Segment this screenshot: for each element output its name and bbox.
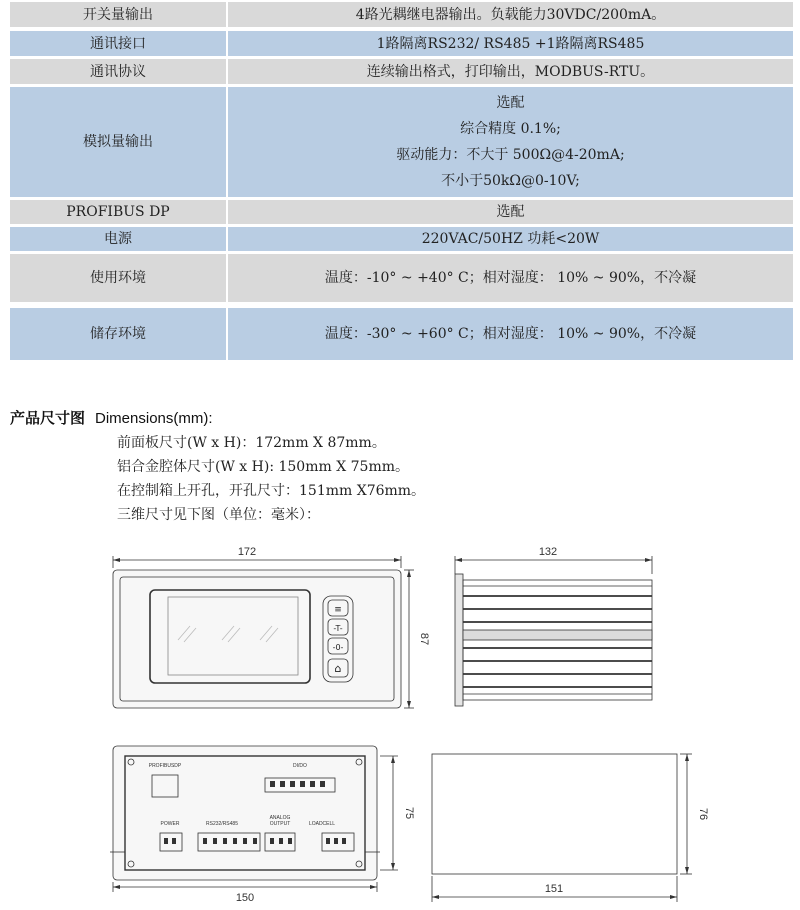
- spec-label: PROFIBUS DP: [10, 200, 226, 224]
- menu-icon: ≡: [334, 605, 342, 615]
- dimension-line: 三维尺寸见下图（单位：毫米）：: [117, 507, 320, 523]
- spec-value: 选配: [228, 200, 793, 224]
- home-icon: ⌂: [334, 662, 342, 675]
- front-width-label: 172: [237, 546, 257, 558]
- side-depth-label: 132: [538, 546, 558, 558]
- spec-value: 220VAC/50HZ 功耗<20W: [228, 227, 793, 251]
- spec-value: 选配 综合精度 0.1%; 驱动能力：不大于 500Ω@4-20mA; 不小于50kΩ@0-10V;: [228, 87, 793, 197]
- spec-label: 储存环境: [10, 308, 226, 360]
- spec-value: 温度：-10° ~ +40° C；相对湿度： 10% ~ 90%，不冷凝: [228, 254, 793, 302]
- cutout-drawing: [432, 754, 692, 902]
- zero-icon: -0-: [332, 643, 344, 652]
- spec-value: 4路光耦继电器输出。负载能力30VDC/200mA。: [228, 2, 793, 27]
- rear-height-label: 75: [403, 806, 415, 820]
- cutout-width-label: 151: [544, 883, 564, 895]
- tare-icon: -T-: [333, 624, 343, 633]
- side-view-drawing: [455, 556, 652, 706]
- spec-label: 使用环境: [10, 254, 226, 302]
- spec-label: 通讯协议: [10, 59, 226, 84]
- rear-width-label: 150: [235, 892, 255, 904]
- front-panel-drawing: [113, 556, 414, 708]
- dido-label: DI/DO: [293, 763, 307, 769]
- loadcell-label: LOADCELL: [308, 821, 336, 827]
- cutout-height-label: 76: [697, 807, 709, 821]
- dimensions-title-zh: 产品尺寸图: [10, 410, 86, 427]
- dimensions-title-en: Dimensions(mm):: [95, 410, 213, 427]
- front-height-label: 87: [418, 632, 430, 646]
- spec-value: 连续输出格式，打印输出，MODBUS-RTU。: [228, 59, 793, 84]
- output-label: OUTPUT: [269, 821, 291, 827]
- rs-label: RS232/RS485: [206, 821, 238, 827]
- dimension-line: 铝合金腔体尺寸(W x H): 150mm X 75mm。: [117, 459, 409, 475]
- power-label: POWER: [160, 821, 180, 827]
- profibus-label: PROFIBUSDP: [148, 763, 182, 769]
- dimension-line: 在控制箱上开孔，开孔尺寸：151mm X76mm。: [117, 483, 426, 499]
- analog-label: ANALOG: [269, 815, 291, 821]
- spec-label: 通讯接口: [10, 31, 226, 56]
- spec-value: 1路隔离RS232/ RS485 +1路隔离RS485: [228, 31, 793, 56]
- spec-label: 电源: [10, 227, 226, 251]
- spec-label: 开关量输出: [10, 2, 226, 27]
- dimension-line: 前面板尺寸(W x H)：172mm X 87mm。: [117, 435, 386, 451]
- spec-value: 温度：-30° ~ +60° C；相对湿度： 10% ~ 90%，不冷凝: [228, 308, 793, 360]
- spec-label: 模拟量输出: [10, 87, 226, 197]
